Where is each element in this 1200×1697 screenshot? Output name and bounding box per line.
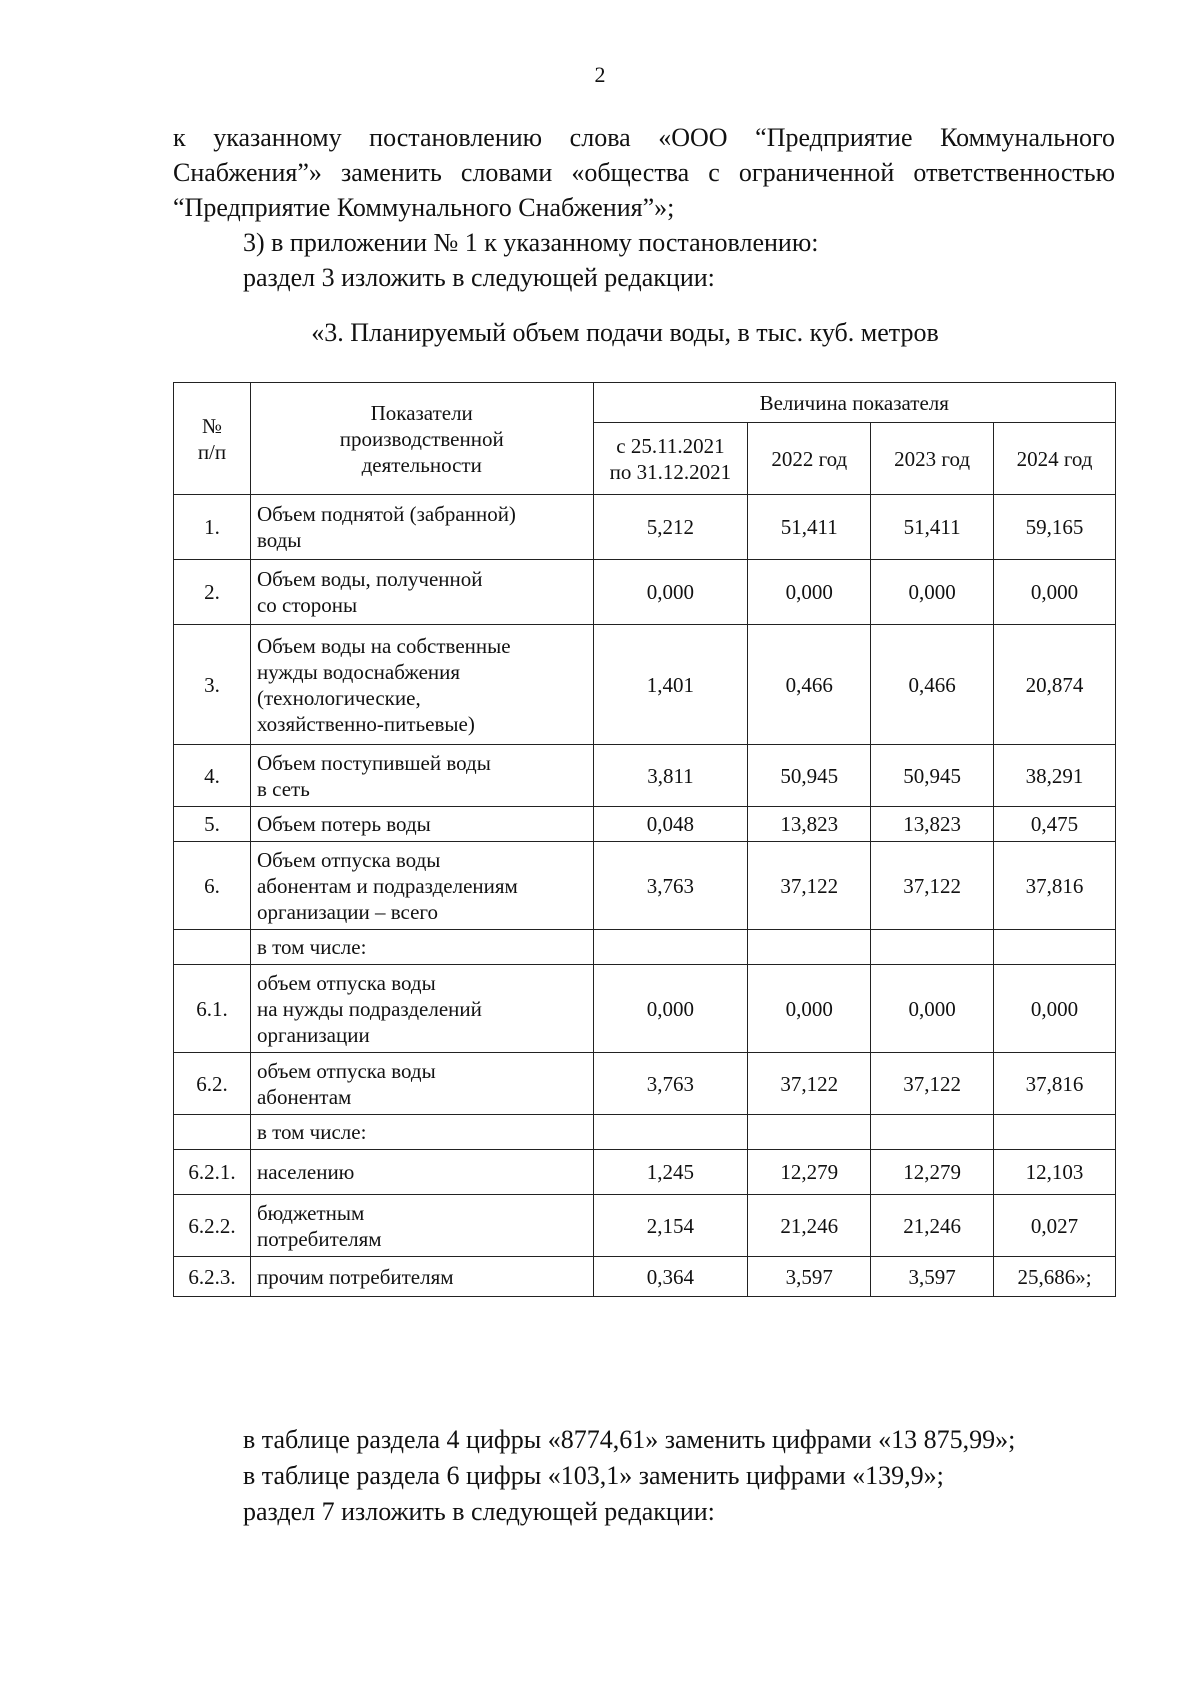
row-number-cell: 6.2.2. xyxy=(174,1195,251,1257)
page-number: 2 xyxy=(594,62,606,87)
value-cell xyxy=(593,1115,748,1150)
row-number-cell: 6.2.3. xyxy=(174,1257,251,1297)
table-row xyxy=(174,930,1116,965)
row-number-cell xyxy=(174,930,251,965)
value-cell: 3,763 xyxy=(593,1053,748,1115)
value-cell: 37,122 xyxy=(871,842,994,930)
value-cell: 0,000 xyxy=(593,560,748,625)
indicator-cell xyxy=(250,495,593,560)
table-row xyxy=(174,625,1116,745)
value-cell xyxy=(748,930,871,965)
indicator-line: в том числе: xyxy=(256,935,367,959)
table-body xyxy=(174,495,1116,1297)
indicator-line: абонентам xyxy=(256,1084,352,1109)
header-text: Показатели xyxy=(370,400,473,425)
indicator-line: объем отпуска воды xyxy=(256,970,436,995)
header-value-group: Величина показателя xyxy=(593,383,1116,423)
value-cell: 37,816 xyxy=(994,842,1116,930)
value-cell: 0,000 xyxy=(994,965,1116,1053)
indicator-line: в сеть xyxy=(256,776,310,801)
table-title: «3. Планируемый объем подачи воды, в тыс. куб. метров xyxy=(311,318,939,347)
intro-line: 3) в приложении № 1 к указанному постановлению: xyxy=(243,228,819,257)
indicator-line: потребителям xyxy=(256,1226,382,1251)
table-row xyxy=(174,1115,1116,1150)
table-row xyxy=(174,560,1116,625)
value-cell: 38,291 xyxy=(994,745,1116,807)
value-cell: 0,000 xyxy=(748,965,871,1053)
indicator-line: Объем воды, полученной xyxy=(256,567,483,591)
intro-line: Снабжения”» заменить словами «общества с ограниченной ответственностью xyxy=(173,158,1115,187)
value-cell: 0,364 xyxy=(593,1257,748,1297)
row-number-cell: 6.2. xyxy=(174,1053,251,1115)
indicator-cell xyxy=(250,745,593,807)
indicator-line: нужды водоснабжения xyxy=(256,659,461,684)
table-row xyxy=(174,1195,1116,1257)
table-row xyxy=(174,1053,1116,1115)
indicator-line: Объем воды на собственные xyxy=(256,633,511,658)
value-cell xyxy=(748,1115,871,1150)
indicator-line: Объем потерь воды xyxy=(256,812,431,836)
closing-line: раздел 7 изложить в следующей редакции: xyxy=(243,1497,715,1526)
indicator-cell xyxy=(250,1115,593,1150)
intro-text xyxy=(173,120,1115,295)
value-cell: 50,945 xyxy=(748,745,871,807)
indicator-line: организации xyxy=(256,1022,370,1047)
value-cell: 3,811 xyxy=(593,745,748,807)
value-cell: 21,246 xyxy=(748,1195,871,1257)
value-cell: 59,165 xyxy=(994,495,1116,560)
value-cell: 12,279 xyxy=(871,1150,994,1195)
indicator-line: на нужды подразделений xyxy=(256,996,482,1021)
row-number-cell: 3. xyxy=(174,625,251,745)
indicator-line: населению xyxy=(256,1160,355,1184)
header-text: № xyxy=(201,413,222,438)
value-cell: 0,466 xyxy=(748,625,871,745)
table-row xyxy=(174,1257,1116,1297)
table-row xyxy=(174,842,1116,930)
header-text: п/п xyxy=(197,439,227,464)
header-text: по 31.12.2021 xyxy=(609,459,732,484)
indicator-line: в том числе: xyxy=(256,1120,367,1144)
indicator-cell xyxy=(250,560,593,625)
indicator-line: со стороны xyxy=(256,593,358,617)
row-number-cell: 6.2.1. xyxy=(174,1150,251,1195)
value-cell: 0,000 xyxy=(994,560,1116,625)
value-cell: 37,122 xyxy=(748,842,871,930)
closing-line: в таблице раздела 6 цифры «103,1» заменить цифрами «139,9»; xyxy=(243,1461,944,1490)
table-row xyxy=(174,1150,1116,1195)
indicator-line: прочим потребителям xyxy=(256,1264,454,1289)
value-cell: 37,122 xyxy=(871,1053,994,1115)
indicator-cell xyxy=(250,930,593,965)
indicator-cell xyxy=(250,1053,593,1115)
value-cell: 0,000 xyxy=(748,560,871,625)
indicator-cell xyxy=(250,965,593,1053)
value-cell: 3,597 xyxy=(871,1257,994,1297)
row-number-cell: 5. xyxy=(174,807,251,842)
value-cell xyxy=(994,930,1116,965)
row-number-cell xyxy=(174,1115,251,1150)
indicator-line: абонентам и подразделениям xyxy=(256,873,518,898)
value-cell xyxy=(871,1115,994,1150)
table-row xyxy=(174,965,1116,1053)
table-header xyxy=(174,383,1116,495)
value-cell: 0,000 xyxy=(871,560,994,625)
indicator-line: хозяйственно-питьевые) xyxy=(256,711,475,736)
row-number-cell: 6. xyxy=(174,842,251,930)
table-row xyxy=(174,745,1116,807)
header-period-2022: 2022 год xyxy=(748,423,871,495)
indicator-line: (технологические, xyxy=(256,685,421,710)
value-cell: 37,122 xyxy=(748,1053,871,1115)
indicator-cell xyxy=(250,807,593,842)
intro-line: “Предприятие Коммунального Снабжения”»; xyxy=(173,193,675,222)
value-cell xyxy=(994,1115,1116,1150)
header-text: производственной xyxy=(339,426,504,451)
row-number-cell: 1. xyxy=(174,495,251,560)
header-indicator xyxy=(250,383,593,495)
value-cell xyxy=(593,930,748,965)
row-number-cell: 6.1. xyxy=(174,965,251,1053)
indicator-line: организации – всего xyxy=(256,899,438,924)
closing-line: в таблице раздела 4 цифры «8774,61» заменить цифрами «13 875,99»; xyxy=(243,1425,1016,1454)
header-row-number xyxy=(174,383,251,495)
header-period-2021 xyxy=(593,423,748,495)
value-cell: 21,246 xyxy=(871,1195,994,1257)
value-cell: 0,027 xyxy=(994,1195,1116,1257)
value-cell: 0,466 xyxy=(871,625,994,745)
value-cell: 20,874 xyxy=(994,625,1116,745)
value-cell: 0,048 xyxy=(593,807,748,842)
intro-line: раздел 3 изложить в следующей редакции: xyxy=(243,263,715,292)
indicator-line: Объем отпуска воды xyxy=(256,847,441,872)
value-cell: 37,816 xyxy=(994,1053,1116,1115)
table-row xyxy=(174,495,1116,560)
value-cell: 2,154 xyxy=(593,1195,748,1257)
value-cell: 50,945 xyxy=(871,745,994,807)
indicator-line: объем отпуска воды xyxy=(256,1058,436,1083)
value-cell: 5,212 xyxy=(593,495,748,560)
value-cell: 51,411 xyxy=(871,495,994,560)
intro-line: к указанному постановлению слова «ООО “Предприятие Коммунального xyxy=(173,123,1115,152)
indicator-line: Объем поступившей воды xyxy=(256,750,491,775)
indicator-cell xyxy=(250,1257,593,1297)
value-cell: 3,763 xyxy=(593,842,748,930)
value-cell: 13,823 xyxy=(748,807,871,842)
value-cell: 1,401 xyxy=(593,625,748,745)
closing-text xyxy=(243,1422,1123,1530)
value-cell: 13,823 xyxy=(871,807,994,842)
indicator-line: бюджетным xyxy=(256,1200,365,1225)
indicator-cell xyxy=(250,1195,593,1257)
header-period-2023: 2023 год xyxy=(871,423,994,495)
indicator-cell xyxy=(250,1150,593,1195)
value-cell: 3,597 xyxy=(748,1257,871,1297)
value-cell: 0,000 xyxy=(593,965,748,1053)
indicator-line: Объем поднятой (забранной) xyxy=(256,502,516,526)
row-number-cell: 4. xyxy=(174,745,251,807)
value-cell: 0,000 xyxy=(871,965,994,1053)
water-volume-table xyxy=(173,382,1116,1297)
value-cell: 51,411 xyxy=(748,495,871,560)
indicator-cell xyxy=(250,842,593,930)
header-period-2024: 2024 год xyxy=(994,423,1116,495)
value-cell: 12,103 xyxy=(994,1150,1116,1195)
value-cell xyxy=(871,930,994,965)
indicator-line: воды xyxy=(256,528,302,552)
indicator-cell xyxy=(250,625,593,745)
value-cell: 0,475 xyxy=(994,807,1116,842)
header-text: деятельности xyxy=(361,452,482,477)
row-number-cell: 2. xyxy=(174,560,251,625)
value-cell: 12,279 xyxy=(748,1150,871,1195)
table-row xyxy=(174,807,1116,842)
header-text: с 25.11.2021 xyxy=(616,433,725,458)
value-cell: 25,686»; xyxy=(994,1257,1116,1297)
value-cell: 1,245 xyxy=(593,1150,748,1195)
